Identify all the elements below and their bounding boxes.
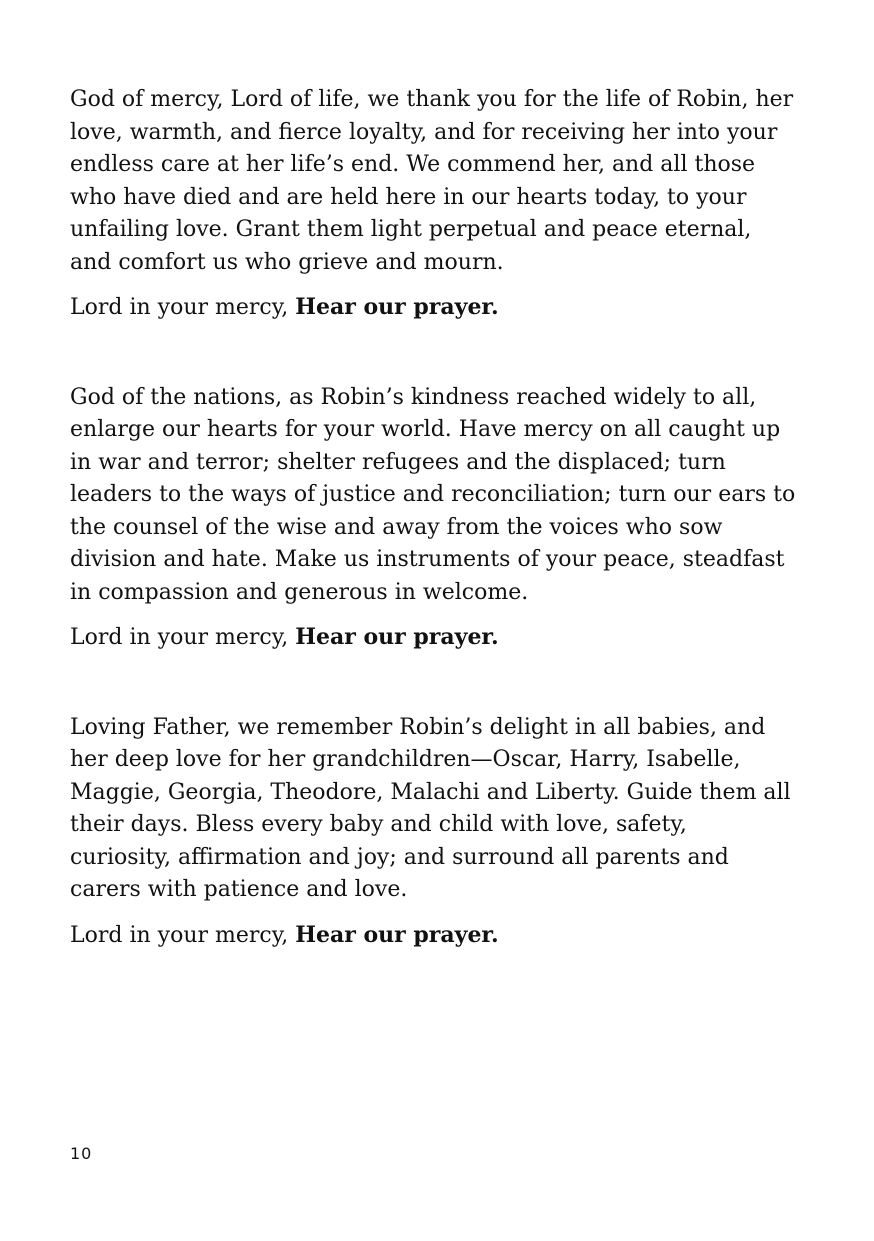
response-bold: Hear our prayer. <box>295 921 499 948</box>
prayer-response <box>70 621 800 655</box>
response-lead: Lord in your mercy, <box>70 295 289 320</box>
section-spacer <box>70 325 800 382</box>
response-bold: Hear our prayer. <box>295 624 499 650</box>
response-lead: Lord in your mercy, <box>70 625 289 650</box>
prayer-response <box>70 919 800 953</box>
page-content <box>70 84 800 952</box>
prayer-response <box>70 291 800 325</box>
prayer-text: Loving Father, we remember Robin’s delight in all babies, and her deep love for her grandchildren—Oscar, Harry, Isabelle, Maggie, Georgia, Theodore, Malachi and Liberty. Guide them all their days. Bless every baby and child with love, safety, curiosity, affirmation and joy; and surround all parents and carers with patience and love. <box>70 714 791 902</box>
prayer-block-1 <box>70 84 800 325</box>
prayer-text: God of the nations, as Robin’s kindness reached widely to all, enlarge our hearts for your world. Have mercy on all caught up in war and terror; shelter refugees and the displaced; turn leaders to the ways of justice and reconciliation; turn our ears to the counsel of the wise and away from the voices who sow division and hate. Make us instruments of your peace, steadfast in compassion and generous in welcome. <box>70 384 796 605</box>
prayer-text: God of mercy, Lord of life, we thank you for the life of Robin, her love, warmth, and fierce loyalty, and for receiving her into your endless care at her life’s end. We commend her, and all those who have died and are held here in our hearts today, to your unfailing love. Grant them light perpetual and peace eternal, and comfort us who grieve and mourn. <box>70 87 794 275</box>
section-spacer <box>70 655 800 712</box>
prayer-block-3 <box>70 712 800 953</box>
page-number: 10 <box>70 1144 93 1163</box>
response-lead: Lord in your mercy, <box>70 922 289 948</box>
response-bold: Hear our prayer. <box>295 294 499 320</box>
prayer-block-2 <box>70 382 800 655</box>
